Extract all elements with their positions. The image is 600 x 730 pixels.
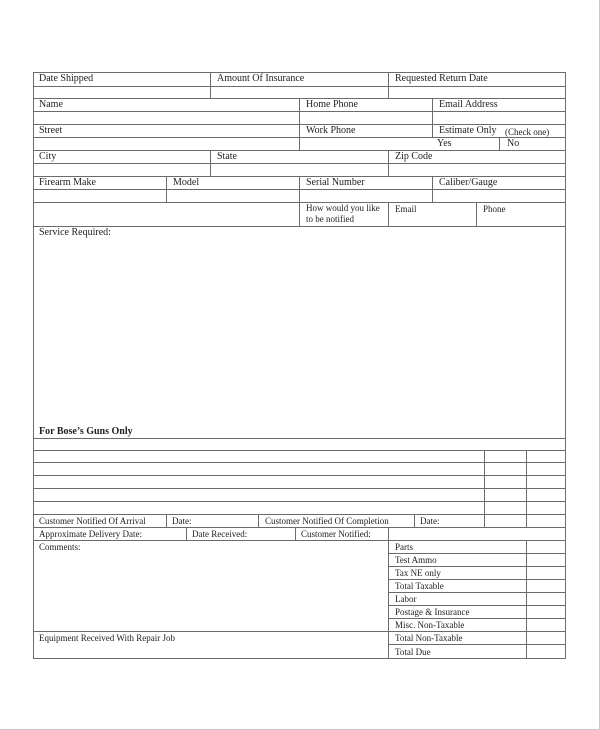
divider	[432, 98, 433, 137]
divider	[166, 176, 167, 202]
divider	[432, 176, 433, 202]
work-phone-label: Work Phone	[306, 125, 356, 136]
totals-total-due-label: Total Due	[395, 647, 431, 657]
totals-postage-insurance-label: Postage & Insurance	[395, 607, 470, 617]
estimate-no-option[interactable]: No	[507, 138, 520, 149]
amount-insurance-label: Amount Of Insurance	[217, 73, 305, 84]
rule	[33, 450, 566, 451]
totals-labor-label: Labor	[395, 594, 417, 604]
rule	[33, 86, 566, 87]
notify-email-option[interactable]: Email	[395, 204, 417, 214]
divider	[388, 527, 389, 658]
divider	[526, 540, 527, 658]
rule	[33, 226, 566, 227]
border-bottom	[33, 658, 566, 659]
divider	[258, 514, 259, 527]
customer-notified-completion-label: Customer Notified Of Completion	[265, 516, 389, 526]
comments-label: Comments:	[39, 542, 81, 552]
service-required-area[interactable]	[34, 240, 565, 426]
serial-number-label: Serial Number	[306, 177, 365, 188]
arrival-date-label: Date:	[172, 516, 192, 526]
rule	[33, 501, 566, 502]
approximate-delivery-date-label: Approximate Delivery Date:	[39, 529, 142, 539]
home-phone-label: Home Phone	[306, 99, 358, 110]
firearm-make-label: Firearm Make	[39, 177, 96, 188]
caliber-gauge-label: Caliber/Gauge	[439, 177, 498, 188]
rule	[33, 488, 566, 489]
name-label: Name	[39, 99, 63, 110]
model-label: Model	[173, 177, 200, 188]
zip-code-label: Zip Code	[395, 151, 433, 162]
customer-notified-arrival-label: Customer Notified Of Arrival	[39, 516, 146, 526]
service-required-label: Service Required:	[39, 227, 111, 238]
city-label: City	[39, 151, 57, 162]
divider	[295, 527, 296, 540]
rule	[33, 462, 566, 463]
totals-parts-label: Parts	[395, 542, 413, 552]
divider	[484, 450, 485, 527]
street-label: Street	[39, 125, 63, 136]
rule	[33, 475, 566, 476]
divider	[388, 202, 389, 226]
equipment-received-label: Equipment Received With Repair Job	[39, 633, 175, 643]
email-address-label: Email Address	[439, 99, 498, 110]
border-right	[565, 72, 566, 658]
divider	[476, 202, 477, 226]
rule	[33, 163, 566, 164]
totals-total-non-taxable-label: Total Non-Taxable	[395, 633, 463, 643]
totals-total-taxable-label: Total Taxable	[395, 581, 444, 591]
divider	[299, 98, 300, 150]
divider	[388, 150, 389, 176]
state-label: State	[217, 151, 237, 162]
check-one-note: (Check one)	[505, 127, 550, 137]
divider	[388, 72, 389, 98]
divider	[526, 450, 527, 527]
divider	[210, 150, 211, 176]
rule	[388, 644, 566, 645]
totals-tax-ne-only-label: Tax NE only	[395, 568, 441, 578]
estimate-yes-option[interactable]: Yes	[437, 138, 452, 149]
date-shipped-label: Date Shipped	[39, 73, 94, 84]
totals-misc-non-taxable-label: Misc. Non-Taxable	[395, 620, 465, 630]
totals-test-ammo-label: Test Ammo	[395, 555, 437, 565]
divider	[186, 527, 187, 540]
divider	[414, 514, 415, 527]
rule	[33, 540, 566, 541]
divider	[299, 176, 300, 226]
completion-date-label: Date:	[420, 516, 440, 526]
rule	[33, 438, 566, 439]
rule	[33, 150, 566, 151]
divider	[166, 514, 167, 527]
bose-guns-only-heading: For Bose’s Guns Only	[39, 426, 133, 437]
notification-question: How would you like to be notified	[306, 203, 380, 224]
divider	[210, 72, 211, 98]
customer-notified-label: Customer Notified:	[301, 529, 371, 539]
divider	[499, 137, 500, 150]
requested-return-date-label: Requested Return Date	[395, 73, 488, 84]
date-received-label: Date Received:	[192, 529, 248, 539]
notify-phone-option[interactable]: Phone	[483, 204, 506, 214]
estimate-only-label: Estimate Only	[439, 125, 497, 136]
